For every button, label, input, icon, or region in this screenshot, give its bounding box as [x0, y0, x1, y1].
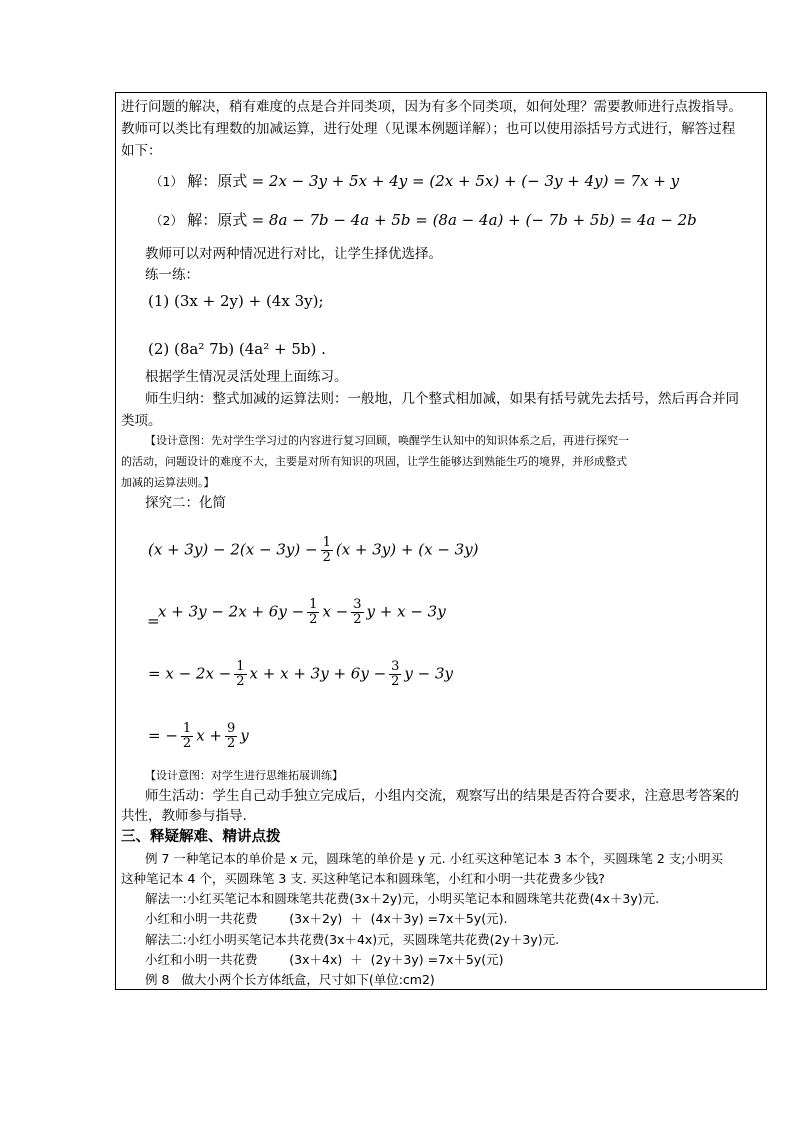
intro-line-2: 教师可以类比有理数的加减运算，进行处理（见课本例题详解）；也可以使用添括号方式进行，解答过程	[121, 121, 736, 137]
compare-text: 教师可以对两种情况进行对比，让学生择优选择。	[145, 246, 442, 262]
design-note-1-line-1: 【设计意图：先对学生学习过的内容进行复习回顾，唤醒学生认知中的知识体系之后，再进行探究一	[145, 434, 629, 447]
practice-item-2: (2) (8a² 7b) (4a² + 5b) .	[148, 340, 326, 358]
practice-item-1: (1) (3x + 2y) + (4x 3y);	[148, 292, 324, 310]
design-note-2: 【设计意图：对学生进行思维拓展训练】	[145, 769, 343, 782]
example-7-line-2: 这种笔记本 4 个，买圆珠笔 3 支. 买这种笔记本和圆珠笔，小红和小明一共花费多少钱?	[121, 871, 605, 886]
intro-line-3: 如下：	[121, 143, 162, 159]
explore-2-step-0: (x + 3y) − 2(x − 3y) − $\frac{1}{2}$ (x + 3y) + (x − 3y)	[148, 535, 479, 565]
fraction-half: $\frac{1}{2}$	[322, 535, 331, 565]
fraction-three-halves: $\frac{3}{2}$	[391, 659, 400, 689]
fraction-half: $\frac{1}{2}$	[236, 659, 245, 689]
solution-1-expression: = 2x − 3y + 5x + 4y = (2x + 5x) + (− 3y + 4y) = 7x + y	[251, 172, 680, 190]
intro-line-1: 进行问题的解决，稍有难度的点是合并同类项，因为有多个同类项，如何处理？需要教师进行点拨指导。	[121, 99, 742, 115]
activity-line-1: 师生活动：学生自己动手独立完成后，小组内交流，观察写出的结果是否符合要求，注意思考答案的	[145, 788, 739, 804]
example-7-method-2: 解法二:小红小明买笔记本共花费(3x＋4x)元，买圆珠笔共花费(2y＋3y)元.	[145, 932, 560, 947]
solution-2-label: 解：原式	[187, 211, 248, 229]
solution-2	[150, 211, 697, 230]
solution-1-label: 解：原式	[187, 172, 248, 190]
solution-2-number: （2）	[150, 213, 183, 228]
example-7-total-1: 小红和小明一共花费 (3x＋2y) ＋ (4x＋3y) =7x＋5y(元).	[145, 911, 508, 926]
explore-2-title: 探究二：化简	[145, 495, 226, 511]
practice-title: 练一练：	[145, 267, 199, 283]
example-7-line-1: 例 7 一种笔记本的单价是 x 元，圆珠笔的单价是 y 元. 小红买这种笔记本 3 本个，买圆珠笔 2 支;小明买	[145, 851, 724, 866]
example-8: 例 8 做大小两个长方体纸盒，尺寸如下(单位:cm2)	[145, 972, 435, 987]
fraction-half: $\frac{1}{2}$	[182, 721, 192, 751]
fraction-nine-halves: $\frac{9}{2}$	[226, 721, 236, 751]
fraction-three-halves: $\frac{3}{2}$	[353, 597, 362, 627]
summary-line-2: 类项。	[121, 413, 162, 429]
design-note-1-line-3: 加减的运算法则。】	[121, 476, 215, 489]
example-7-method-1: 解法一:小红买笔记本和圆珠笔共花费(3x＋2y)元，小明买笔记本和圆珠笔共花费(4x＋3y)元.	[145, 891, 660, 906]
activity-line-2: 共性，教师参与指导.	[121, 808, 247, 824]
fraction-half: $\frac{1}{2}$	[309, 597, 318, 627]
solution-2-expression: = 8a − 7b − 4a + 5b = (8a − 4a) + (− 7b + 5b) = 4a − 2b	[251, 211, 697, 229]
example-7-total-2: 小红和小明一共花费 (3x＋4x) ＋ (2y＋3y) =7x＋5y(元)	[145, 952, 504, 967]
explore-2-step-3: = − $\frac{1}{2}$ x + $\frac{9}{2}$ y	[148, 721, 249, 751]
section-3-title: 三、释疑解难、精讲点拨	[121, 829, 281, 845]
explore-2-step-2: = x − 2x − $\frac{1}{2}$ x + x + 3y + 6y − $\frac{3}{2}$ y − 3y	[148, 659, 454, 689]
flexible-text: 根据学生情况灵活处理上面练习。	[145, 369, 348, 385]
solution-1	[150, 172, 679, 191]
design-note-1-line-2: 的活动，问题设计的难度不大，主要是对所有知识的巩固，让学生能够达到熟能生巧的境界，并形成整式	[121, 455, 627, 468]
explore-2-step-1: x + 3y − 2x + 6y − $\frac{1}{2}$ x − $\frac{3}{2}$ y + x − 3y	[158, 597, 446, 627]
solution-1-number: （1）	[150, 174, 183, 189]
summary-line-1: 师生归纳：整式加减的运算法则：一般地，几个整式相加减，如果有括号就先去括号，然后再合并同	[145, 391, 739, 407]
equals-sign-1: =	[147, 612, 160, 630]
